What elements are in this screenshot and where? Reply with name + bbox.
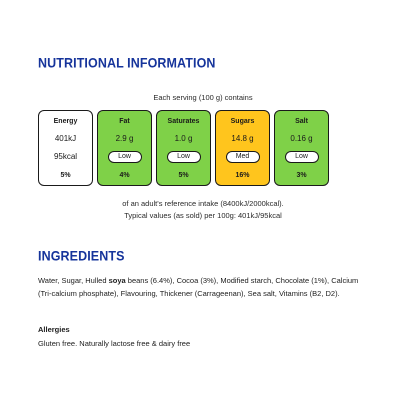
allergies-heading: Allergies xyxy=(38,325,70,334)
nutrient-name: Energy xyxy=(53,118,78,125)
ingredients-text-start: Water, Sugar, Hulled xyxy=(38,276,109,285)
nutrient-card-salt xyxy=(274,110,329,186)
ingredients-text-rest: beans (6.4%), Cocoa (3%), Modified starch, Chocolate (1%), Calcium (Tri-calcium phosphate), Flavouring, Thickener (Carrageenan), Sea salt, Vitamins (B2, D2). xyxy=(38,276,359,298)
reference-intake-note: of an adult's reference intake (8400kJ/2000kcal). xyxy=(122,199,284,208)
nutrient-kcal-value: 95kcal xyxy=(53,152,78,161)
nutrient-percent: 5% xyxy=(178,172,189,179)
nutrient-percent: 4% xyxy=(119,172,130,179)
nutrient-card-fat xyxy=(97,110,152,186)
nutrient-value: 2.9 g xyxy=(115,134,134,143)
nutrition-title: NUTRITIONAL INFORMATION xyxy=(38,55,216,71)
nutrient-value: 0.16 g xyxy=(290,134,313,143)
level-badge: Low xyxy=(285,151,319,163)
nutrient-percent: 16% xyxy=(235,172,250,179)
nutrient-name: Salt xyxy=(295,118,308,125)
nutrient-card-sugars xyxy=(215,110,270,186)
level-badge: Low xyxy=(167,151,201,163)
allergies-text: Gluten free. Naturally lactose free & dairy free xyxy=(38,339,191,348)
nutrient-value: 401kJ xyxy=(54,134,77,143)
nutrient-value: 1.0 g xyxy=(174,134,193,143)
nutrient-card-saturates xyxy=(156,110,211,186)
ingredients-list xyxy=(38,275,368,300)
nutrient-value: 14.8 g xyxy=(231,134,254,143)
nutrient-name: Fat xyxy=(119,118,130,125)
serving-note: Each serving (100 g) contains xyxy=(153,93,253,102)
typical-values-note: Typical values (as sold) per 100g: 401kJ/95kcal xyxy=(124,211,282,220)
level-badge: Med xyxy=(226,151,260,163)
nutrient-name: Saturates xyxy=(167,118,200,125)
nutrient-percent: 5% xyxy=(60,172,71,179)
allergen-highlight: soya xyxy=(108,276,126,285)
nutrient-card-energy xyxy=(38,110,93,186)
nutrient-name: Sugars xyxy=(230,118,255,125)
nutrient-percent: 3% xyxy=(296,172,307,179)
ingredients-title: INGREDIENTS xyxy=(38,248,125,264)
level-badge: Low xyxy=(108,151,142,163)
